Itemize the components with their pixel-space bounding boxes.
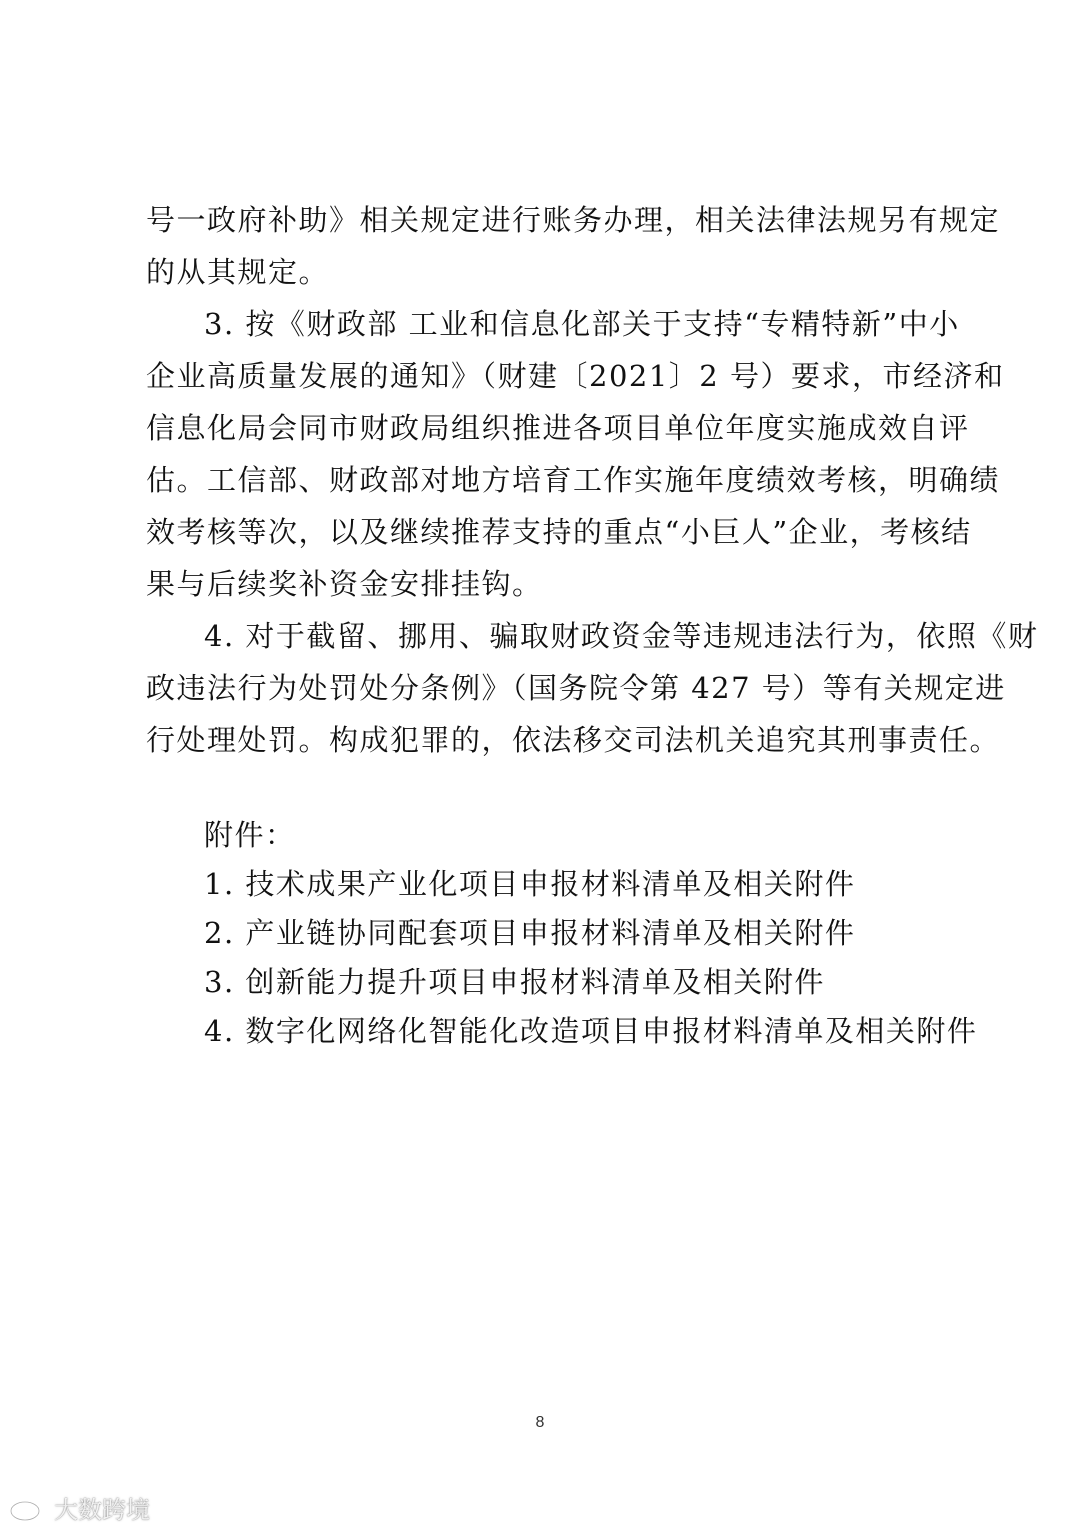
body-line: 号一政府补助》相关规定进行账务办理，相关法律法规另有规定: [146, 203, 1001, 237]
watermark-text: 大数跨境: [54, 1496, 150, 1524]
attachment-item: 3. 创新能力提升项目申报材料清单及相关附件: [204, 965, 825, 999]
body-line: 4. 对于截留、挪用、骗取财政资金等违规违法行为，依照《财: [204, 619, 1039, 653]
body-line: 效考核等次，以及继续推荐支持的重点“小巨人”企业，考核结: [146, 515, 972, 549]
body-line: 企业高质量发展的通知》（财建〔2021〕2 号）要求，市经济和: [146, 359, 1005, 393]
watermark: [8, 1490, 150, 1525]
body-line: 行处理处罚。构成犯罪的，依法移交司法机关追究其刑事责任。: [146, 723, 1001, 757]
body-line: 信息化局会同市财政局组织推进各项目单位年度实施成效自评: [146, 411, 970, 445]
weibo-logo-icon: [8, 1494, 48, 1522]
attachments-heading: 附件：: [204, 818, 296, 852]
attachment-item: 1. 技术成果产业化项目申报材料清单及相关附件: [204, 867, 856, 901]
body-line: 政违法行为处罚处分条例》（国务院令第 427 号）等有关规定进: [146, 671, 1006, 705]
body-line: 的从其规定。: [146, 255, 330, 289]
page-number: 8: [535, 1414, 545, 1431]
attachment-item: 2. 产业链协同配套项目申报材料清单及相关附件: [204, 916, 856, 950]
body-line: 果与后续奖补资金安排挂钩。: [146, 567, 543, 601]
body-line: 3. 按《财政部 工业和信息化部关于支持“专精特新”中小: [204, 307, 960, 341]
body-line: 估。工信部、财政部对地方培育工作实施年度绩效考核，明确绩: [146, 463, 1001, 497]
attachment-item: 4. 数字化网络化智能化改造项目申报材料清单及相关附件: [204, 1014, 978, 1048]
